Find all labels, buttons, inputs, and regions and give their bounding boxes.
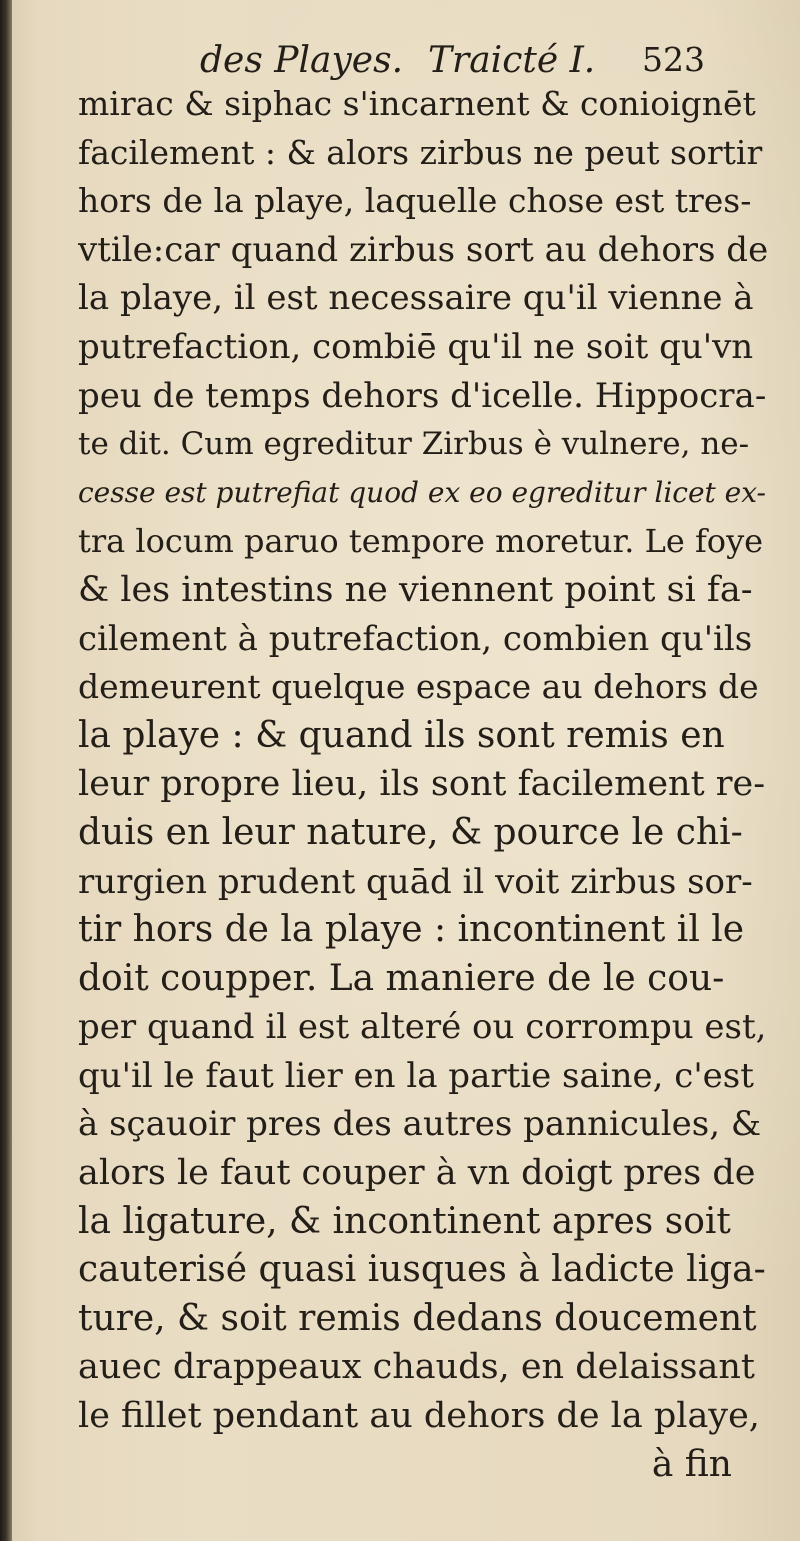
text-line: duis en leur nature, & pource le chi- bbox=[78, 811, 743, 853]
header-title: des Playes. bbox=[200, 40, 404, 81]
text-line: auec drappeaux chauds, en delaissant bbox=[78, 1347, 755, 1388]
latin-quote-line: cesse est putrefiat quod ex eo egreditur licet ex- bbox=[78, 475, 767, 509]
text-line: mirac & siphac s'incarnent & conioignēt bbox=[78, 84, 756, 123]
text-line: le fillet pendant au dehors de la playe, bbox=[78, 1396, 760, 1437]
text-line: peu de temps dehors d'icelle. Hippocra- bbox=[78, 375, 767, 416]
text-line: hors de la playe, laquelle chose est tres- bbox=[78, 181, 752, 221]
text-line: la ligature, & incontinent apres soit bbox=[78, 1200, 731, 1242]
page-number: 523 bbox=[642, 40, 705, 79]
text-line: te dit. Cum egreditur Zirbus è vulnere, ne- bbox=[78, 426, 750, 463]
text-line: demeurent quelque espace au dehors de bbox=[78, 667, 759, 707]
text-line: à sçauoir pres des autres pannicules, & bbox=[78, 1104, 762, 1145]
catchword: à fin bbox=[651, 1443, 732, 1485]
text-line: doit coupper. La maniere de le cou- bbox=[78, 957, 725, 999]
text-line: la playe, il est necessaire qu'il vienne à bbox=[78, 278, 754, 319]
text-line: tra locum paruo tempore moretur. Le foye bbox=[78, 522, 764, 561]
body-text bbox=[78, 80, 768, 1489]
text-line: & les intestins ne viennent point si fa- bbox=[78, 569, 753, 610]
text-line: putrefaction, combiē qu'il ne soit qu'vn bbox=[78, 326, 754, 367]
text-line: cauterisé quasi iusques à ladicte liga- bbox=[78, 1249, 766, 1291]
text-line: cilement à putrefaction, combien qu'ils bbox=[78, 618, 753, 659]
header-treatise: Traicté I. bbox=[428, 40, 596, 81]
text-line: tir hors de la playe : incontinent il le bbox=[78, 909, 745, 951]
text-line: per quand il est alteré ou corrompu est, bbox=[78, 1007, 767, 1048]
text-line: ture, & soit remis dedans doucement bbox=[78, 1297, 757, 1339]
binding-gutter bbox=[0, 0, 12, 1541]
text-line: rurgien prudent quād il voit zirbus sor- bbox=[78, 861, 753, 902]
text-line: leur propre lieu, ils sont facilement re- bbox=[78, 764, 766, 805]
text-line: alors le faut couper à vn doigt pres de bbox=[78, 1153, 756, 1194]
text-line: vtile:car quand zirbus sort au dehors de bbox=[78, 229, 768, 270]
text-line: qu'il le faut lier en la partie saine, c'est bbox=[78, 1055, 754, 1096]
text-line: facilement : & alors zirbus ne peut sortir bbox=[78, 132, 763, 172]
text-line: la playe : & quand ils sont remis en bbox=[78, 714, 725, 756]
